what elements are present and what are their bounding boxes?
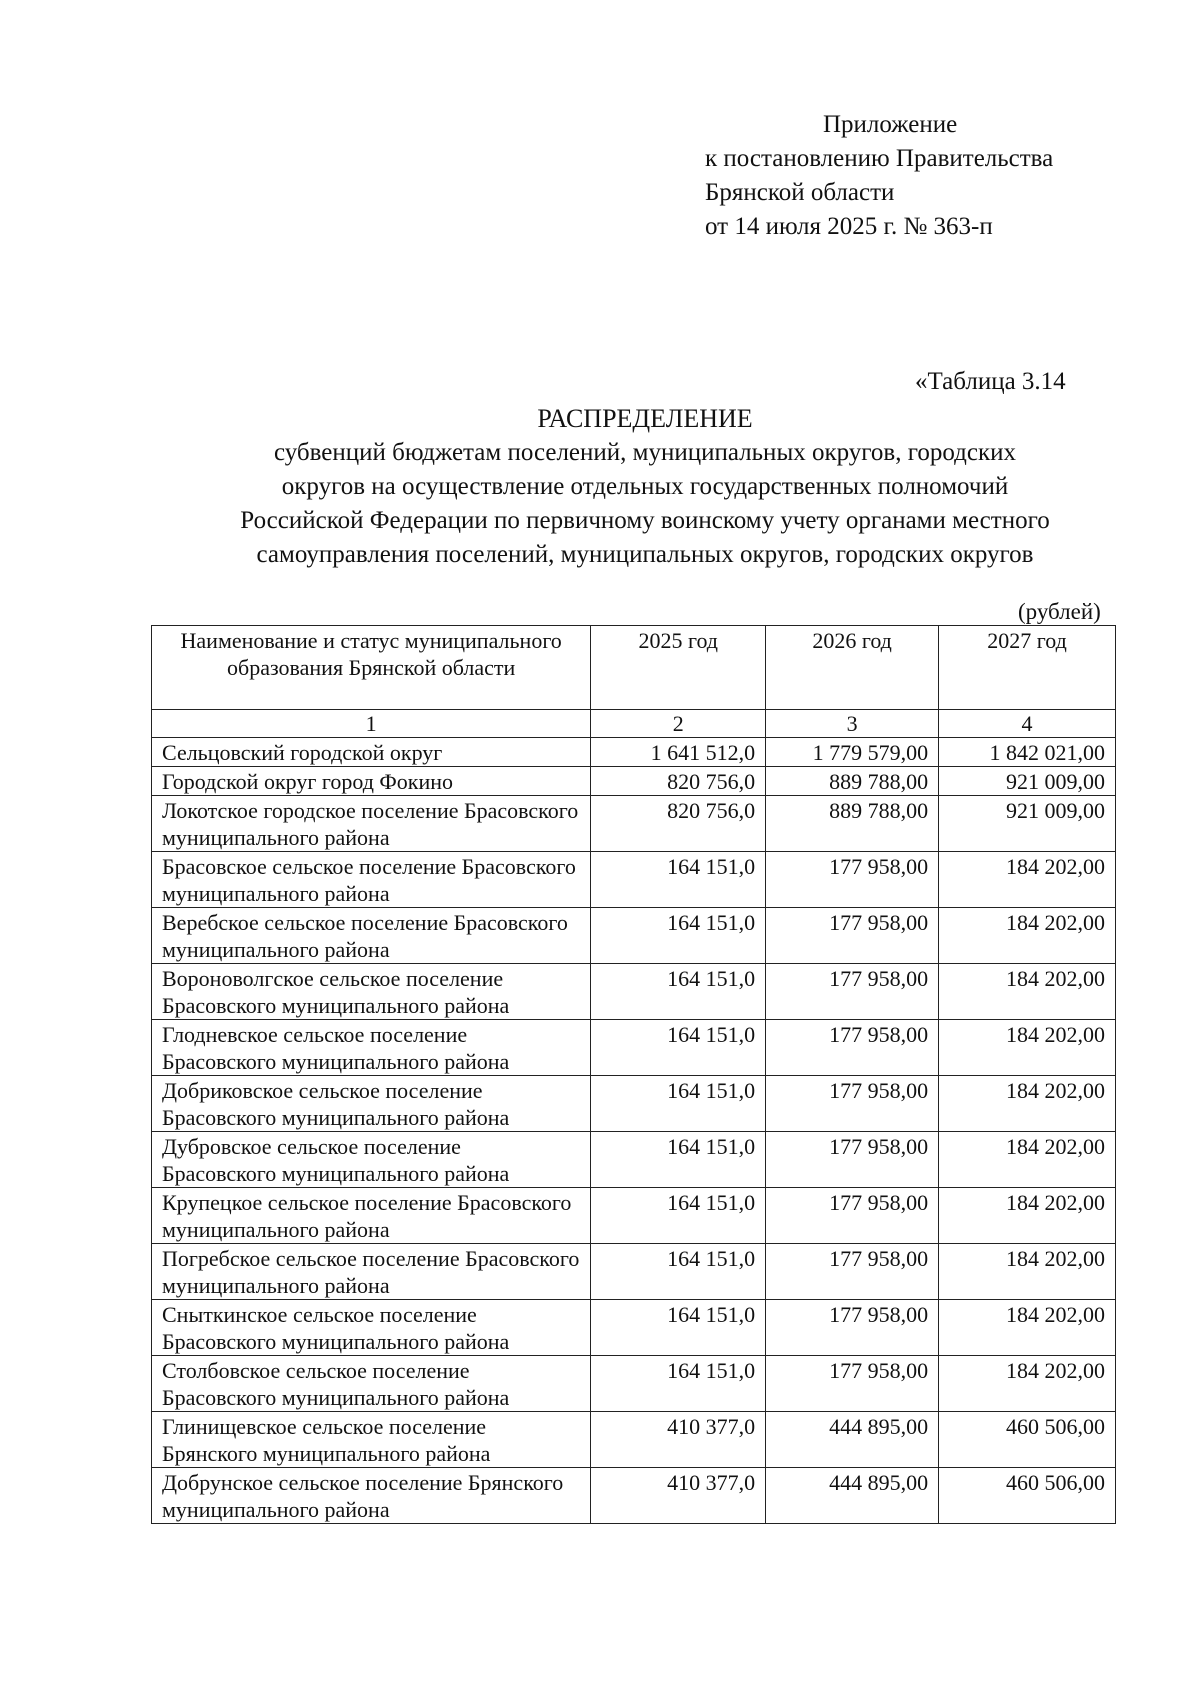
row-name: Вороноволгское сельское поселение Брасовского муниципального района xyxy=(152,964,591,1020)
row-value-2026: 177 958,00 xyxy=(766,1020,939,1076)
row-value-2025: 164 151,0 xyxy=(591,964,766,1020)
row-value-2026: 177 958,00 xyxy=(766,1356,939,1412)
title-line-1: субвенций бюджетам поселений, муниципальных округов, городских xyxy=(273,439,1016,466)
units-label: (рублей) xyxy=(1018,599,1101,624)
row-value-2026: 889 788,00 xyxy=(766,796,939,852)
column-number-row xyxy=(152,710,1116,738)
row-name: Сныткинское сельское поселение Брасовского муниципального района xyxy=(152,1300,591,1356)
table-row xyxy=(152,964,1116,1020)
row-value-2025: 164 151,0 xyxy=(591,852,766,908)
row-name: Дубровское сельское поселение Брасовского муниципального района xyxy=(152,1132,591,1188)
row-name: Крупецкое сельское поселение Брасовского муниципального района xyxy=(152,1188,591,1244)
row-value-2026: 444 895,00 xyxy=(766,1412,939,1468)
row-value-2027: 1 842 021,00 xyxy=(939,738,1116,767)
row-value-2025: 164 151,0 xyxy=(591,1076,766,1132)
row-value-2025: 164 151,0 xyxy=(591,1020,766,1076)
row-value-2025: 164 151,0 xyxy=(591,1244,766,1300)
row-name: Глодневское сельское поселение Брасовского муниципального района xyxy=(152,1020,591,1076)
row-value-2026: 177 958,00 xyxy=(766,1076,939,1132)
row-value-2027: 184 202,00 xyxy=(939,1300,1116,1356)
table-row xyxy=(152,1468,1116,1524)
title-main: РАСПРЕДЕЛЕНИЕ xyxy=(537,404,753,433)
row-value-2025: 164 151,0 xyxy=(591,1132,766,1188)
row-value-2027: 184 202,00 xyxy=(939,964,1116,1020)
row-value-2026: 177 958,00 xyxy=(766,1132,939,1188)
appendix-line-1: Приложение xyxy=(823,111,958,138)
row-value-2025: 410 377,0 xyxy=(591,1412,766,1468)
row-value-2026: 177 958,00 xyxy=(766,964,939,1020)
table-row xyxy=(152,1076,1116,1132)
row-value-2027: 184 202,00 xyxy=(939,852,1116,908)
row-name: Брасовское сельское поселение Брасовского муниципального района xyxy=(152,852,591,908)
appendix-line-4: от 14 июля 2025 г. № 363-п xyxy=(705,213,993,240)
row-value-2026: 177 958,00 xyxy=(766,1188,939,1244)
row-value-2025: 820 756,0 xyxy=(591,767,766,796)
title-line-2: округов на осуществление отдельных государственных полномочий xyxy=(281,473,1009,500)
table-row xyxy=(152,852,1116,908)
row-value-2025: 820 756,0 xyxy=(591,796,766,852)
table-row xyxy=(152,767,1116,796)
row-value-2027: 184 202,00 xyxy=(939,1020,1116,1076)
row-value-2027: 184 202,00 xyxy=(939,1356,1116,1412)
row-value-2026: 444 895,00 xyxy=(766,1468,939,1524)
table-row xyxy=(152,1356,1116,1412)
row-value-2025: 1 641 512,0 xyxy=(591,738,766,767)
row-value-2027: 184 202,00 xyxy=(939,908,1116,964)
table-row xyxy=(152,1412,1116,1468)
appendix-line-2: к постановлению Правительства xyxy=(705,145,1054,172)
row-value-2027: 184 202,00 xyxy=(939,1244,1116,1300)
row-name: Сельцовский городской округ xyxy=(152,738,591,767)
header-2027: 2027 год xyxy=(939,626,1116,710)
table-row xyxy=(152,1020,1116,1076)
table-row xyxy=(152,1300,1116,1356)
title-line-4: самоуправления поселений, муниципальных округов, городских округов xyxy=(256,541,1034,568)
row-value-2025: 164 151,0 xyxy=(591,1300,766,1356)
column-number: 1 xyxy=(152,710,591,738)
column-number: 3 xyxy=(766,710,939,738)
row-value-2027: 460 506,00 xyxy=(939,1468,1116,1524)
document-title xyxy=(120,402,1170,572)
row-value-2026: 177 958,00 xyxy=(766,908,939,964)
table-row xyxy=(152,1188,1116,1244)
row-value-2026: 177 958,00 xyxy=(766,1300,939,1356)
column-number: 4 xyxy=(939,710,1116,738)
row-name: Столбовское сельское поселение Брасовского муниципального района xyxy=(152,1356,591,1412)
table-row xyxy=(152,1132,1116,1188)
row-value-2026: 1 779 579,00 xyxy=(766,738,939,767)
row-value-2025: 164 151,0 xyxy=(591,1356,766,1412)
row-name: Добрунское сельское поселение Брянского муниципального района xyxy=(152,1468,591,1524)
row-value-2027: 184 202,00 xyxy=(939,1188,1116,1244)
row-value-2026: 177 958,00 xyxy=(766,1244,939,1300)
header-name: Наименование и статус муниципального образования Брянской области xyxy=(152,626,591,710)
table-row xyxy=(152,908,1116,964)
row-name: Погребское сельское поселение Брасовского муниципального района xyxy=(152,1244,591,1300)
appendix-block xyxy=(705,108,1053,244)
row-value-2027: 921 009,00 xyxy=(939,767,1116,796)
row-value-2025: 164 151,0 xyxy=(591,1188,766,1244)
table-row xyxy=(152,738,1116,767)
table-row xyxy=(152,796,1116,852)
row-name: Добриковское сельское поселение Брасовского муниципального района xyxy=(152,1076,591,1132)
row-name: Глинищевское сельское поселение Брянского муниципального района xyxy=(152,1412,591,1468)
header-2026: 2026 год xyxy=(766,626,939,710)
row-name: Веребское сельское поселение Брасовского муниципального района xyxy=(152,908,591,964)
table-row xyxy=(152,1244,1116,1300)
row-value-2027: 184 202,00 xyxy=(939,1132,1116,1188)
row-value-2026: 177 958,00 xyxy=(766,852,939,908)
row-value-2027: 460 506,00 xyxy=(939,1412,1116,1468)
table-label: «Таблица 3.14 xyxy=(915,368,1066,395)
row-value-2025: 410 377,0 xyxy=(591,1468,766,1524)
header-row xyxy=(152,626,1116,710)
row-value-2027: 921 009,00 xyxy=(939,796,1116,852)
distribution-table xyxy=(151,625,1116,1524)
title-line-3: Российской Федерации по первичному воинскому учету органами местного xyxy=(240,507,1050,534)
row-value-2025: 164 151,0 xyxy=(591,908,766,964)
header-2025: 2025 год xyxy=(591,626,766,710)
row-value-2026: 889 788,00 xyxy=(766,767,939,796)
column-number: 2 xyxy=(591,710,766,738)
row-value-2027: 184 202,00 xyxy=(939,1076,1116,1132)
row-name: Городской округ город Фокино xyxy=(152,767,591,796)
row-name: Локотское городское поселение Брасовского муниципального района xyxy=(152,796,591,852)
appendix-line-3: Брянской области xyxy=(705,179,895,206)
